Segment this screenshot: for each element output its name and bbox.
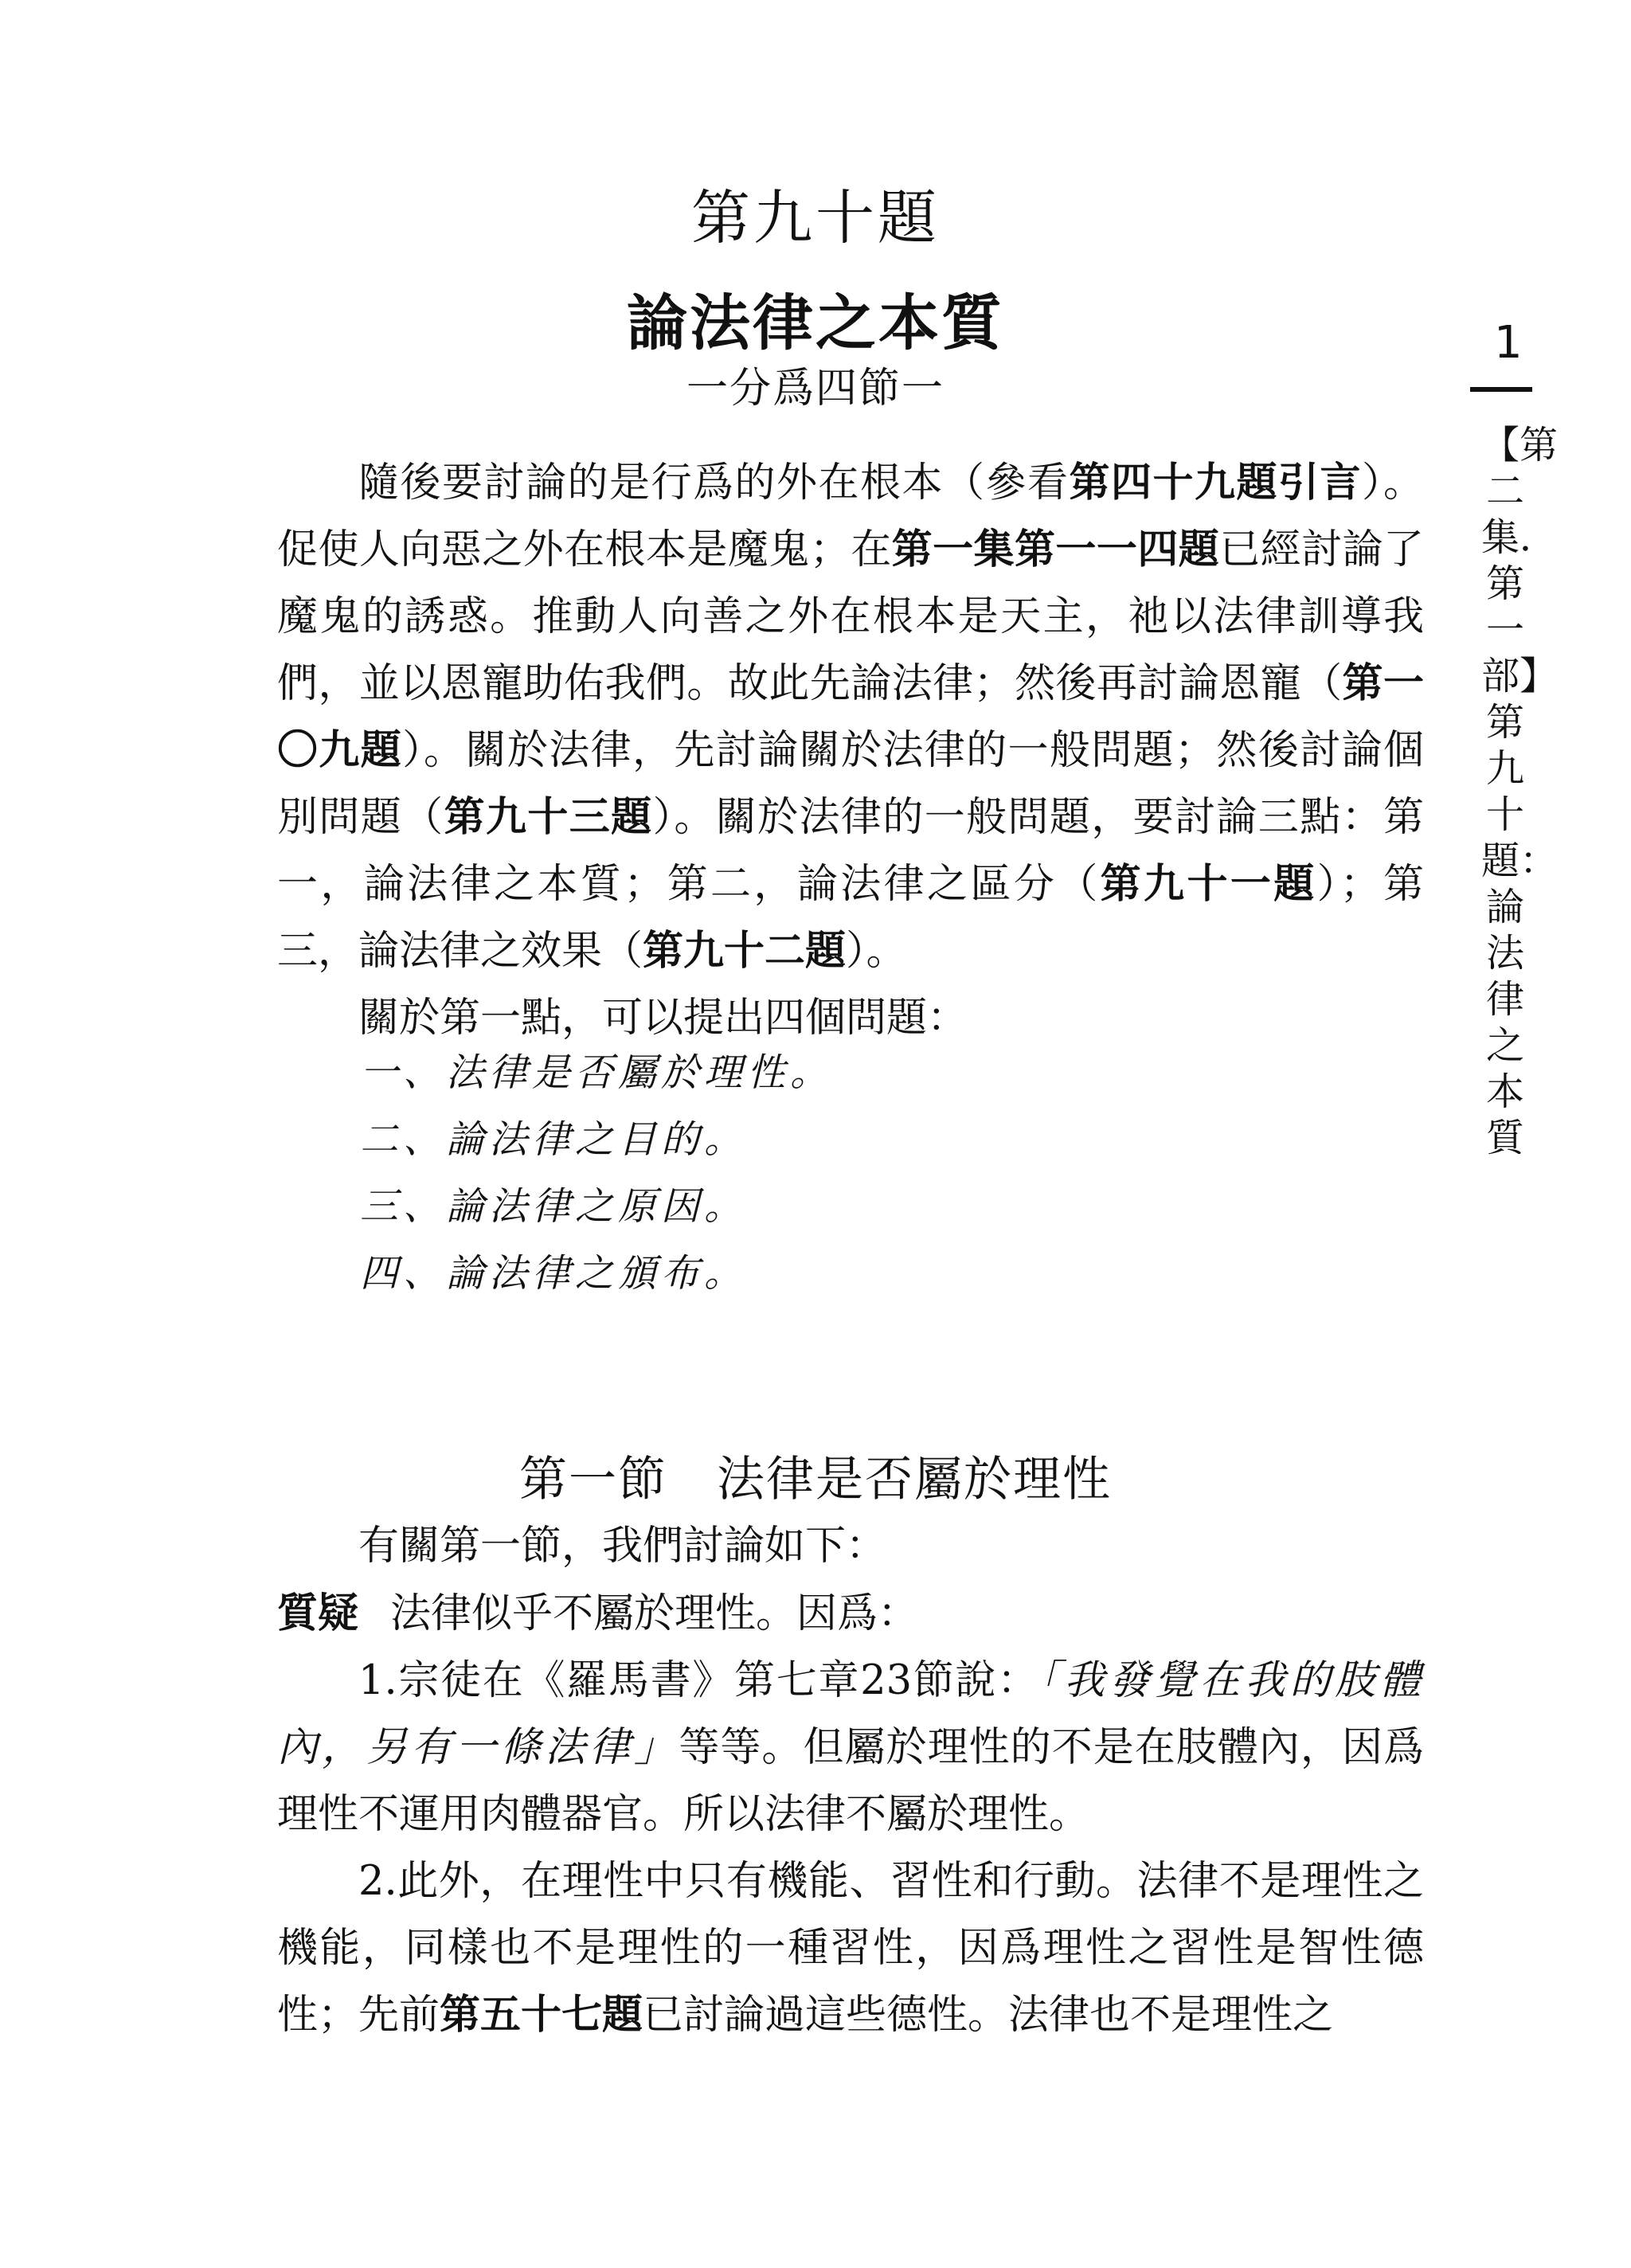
text-run: 等等。但屬於理性的不是在肢體內，因爲理性不運用肉體器官。所以法律不屬於理性。 [277,1724,1424,1838]
cross-reference: 第一集第一一四題 [891,526,1220,573]
cross-reference: 第五十七題 [440,1992,643,2039]
article-heading: 第一節 法律是否屬於理性 [519,1452,1112,1507]
question-subtitle: 一分爲四節一 [686,365,945,413]
text-run: 已經討論了魔鬼的誘惑。推動人向善之外在根本是天主，祂以法律訓導我們，並以恩寵助佑我們。故此先論法律；然後再討論恩寵（ [277,526,1424,707]
text-run: 1.宗徒在《羅馬書》第七章23節說： [358,1657,1039,1704]
cross-reference: 第一〇九題 [277,660,1424,774]
text-run: 2.此外，在理性中只有機能、習性和行動。法律不是理性之機能，同樣也不是理性的一種習性，因爲理性之習性是智性德性；先前 [277,1858,1424,2039]
intro-paragraph [277,450,1424,985]
cross-reference: 第九十二題 [643,928,847,975]
objection-point-1 [277,1648,1424,1848]
text-run: ）。關於法律的一般問題，要討論三點：第一，論法律之本質；第二，論法律之區分（ [277,794,1424,908]
page-number: 1 [1494,317,1523,369]
text-run: ）。 [846,928,907,975]
text-run: ）。關於法律，先討論關於法律的一般問題；然後討論個別問題（ [277,727,1424,841]
scripture-quote: 「我發覺在我的肢體內，另有一條法律」 [277,1657,1424,1771]
text-run: ）。促使人向惡之外在根本是魔鬼；在 [277,459,1424,573]
side-tab-rule [1470,387,1532,392]
text-run: 隨後要討論的是行爲的外在根本（參看 [358,459,1070,506]
article-intro [277,1513,1424,1580]
cross-reference: 第九十一題 [1100,861,1317,908]
intro-text [277,450,1424,1052]
list-item: 一、法律是否屬於理性。 [360,1050,834,1095]
intro-question-lead: 關於第一點，可以提出四個問題： [358,995,968,1042]
list-item: 二、論法律之目的。 [360,1117,748,1162]
text-run: ）；第三，論法律之效果（ [277,861,1424,975]
question-title: 第九十題 [691,184,940,252]
list-item: 三、論法律之原因。 [360,1184,748,1229]
question-list [360,1039,833,1307]
list-item: 四、論法律之頒布。 [360,1251,748,1296]
objection-label: 質疑 [277,1590,359,1637]
cross-reference: 第四十九題引言 [1069,459,1362,506]
question-subject-title: 論法律之本質 [627,287,1004,358]
text-run: 已討論過這些德性。法律也不是理性之 [643,1992,1334,2039]
running-head: 【第二集．第一部】第九十題：論法律之本質 [1481,423,1559,1160]
article-intro-text: 有關第一節，我們討論如下： [358,1523,887,1570]
objection-line [277,1581,1424,1648]
objection-point-2 [277,1848,1424,2049]
objection-block [277,1581,1424,2049]
cross-reference: 第九十三題 [444,794,653,841]
objection-text: 法律似乎不屬於理性。因爲： [390,1590,919,1637]
